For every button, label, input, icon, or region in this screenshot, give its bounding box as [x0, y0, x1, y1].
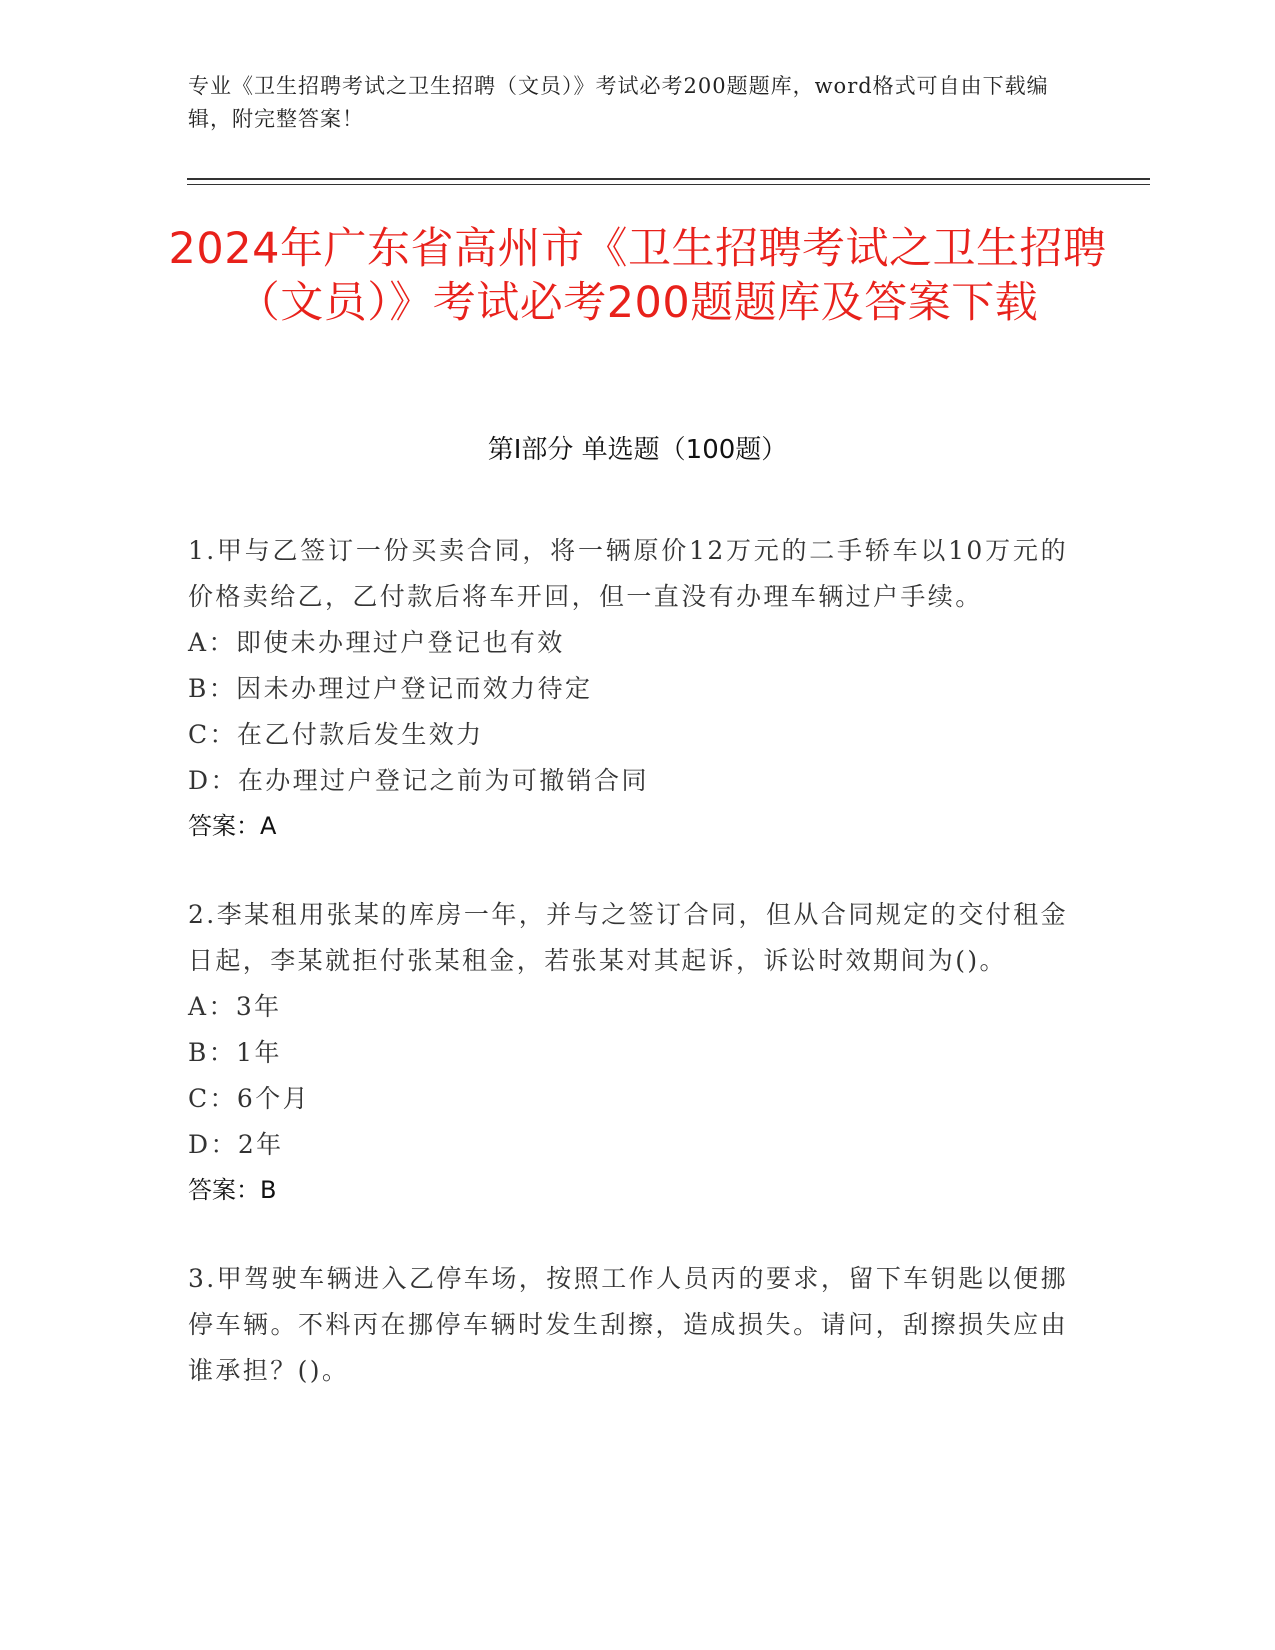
- question-stem: 1.甲与乙签订一份买卖合同，将一辆原价12万元的二手轿车以10万元的价格卖给乙，乙付款后将车开回，但一直没有办理车辆过户手续。: [188, 536, 1068, 611]
- document-title: 2024年广东省高州市《卫生招聘考试之卫生招聘（文员）》考试必考200题题库及答案下载: [168, 224, 1107, 328]
- option-d: D：2年: [188, 1130, 284, 1159]
- answer-label: 答案：B: [188, 1176, 277, 1204]
- option-d: D：在办理过户登记之前为可撤销合同: [188, 766, 649, 795]
- option-a: A：3年: [188, 992, 282, 1021]
- question-item: [188, 892, 1068, 1212]
- question-stem: 2.李某租用张某的库房一年，并与之签订合同，但从合同规定的交付租金日起，李某就拒付张某租金，若张某对其起诉，诉讼时效期间为()。: [188, 900, 1068, 975]
- option-a: A：即使未办理过户登记也有效: [188, 628, 565, 657]
- question-stem: 3.甲驾驶车辆进入乙停车场，按照工作人员丙的要求，留下车钥匙以便挪停车辆。不料丙在挪停车辆时发生刮擦，造成损失。请问，刮擦损失应由谁承担？()。: [188, 1264, 1068, 1385]
- question-item: [188, 1256, 1068, 1394]
- section-title: 第I部分 单选题（100题）: [487, 435, 788, 465]
- header-divider-thick: [187, 178, 1150, 180]
- question-list: [188, 528, 1068, 1438]
- option-c: C：6个月: [188, 1084, 311, 1113]
- answer-label: 答案：A: [188, 812, 277, 840]
- header-divider-thin: [187, 184, 1150, 185]
- option-b: B：1年: [188, 1038, 282, 1067]
- option-c: C：在乙付款后发生效力: [188, 720, 484, 749]
- question-item: [188, 528, 1068, 848]
- header-note: 专业《卫生招聘考试之卫生招聘（文员）》考试必考200题题库，word格式可自由下载编辑，附完整答案！: [188, 74, 1049, 131]
- option-b: B：因未办理过户登记而效力待定: [188, 674, 593, 703]
